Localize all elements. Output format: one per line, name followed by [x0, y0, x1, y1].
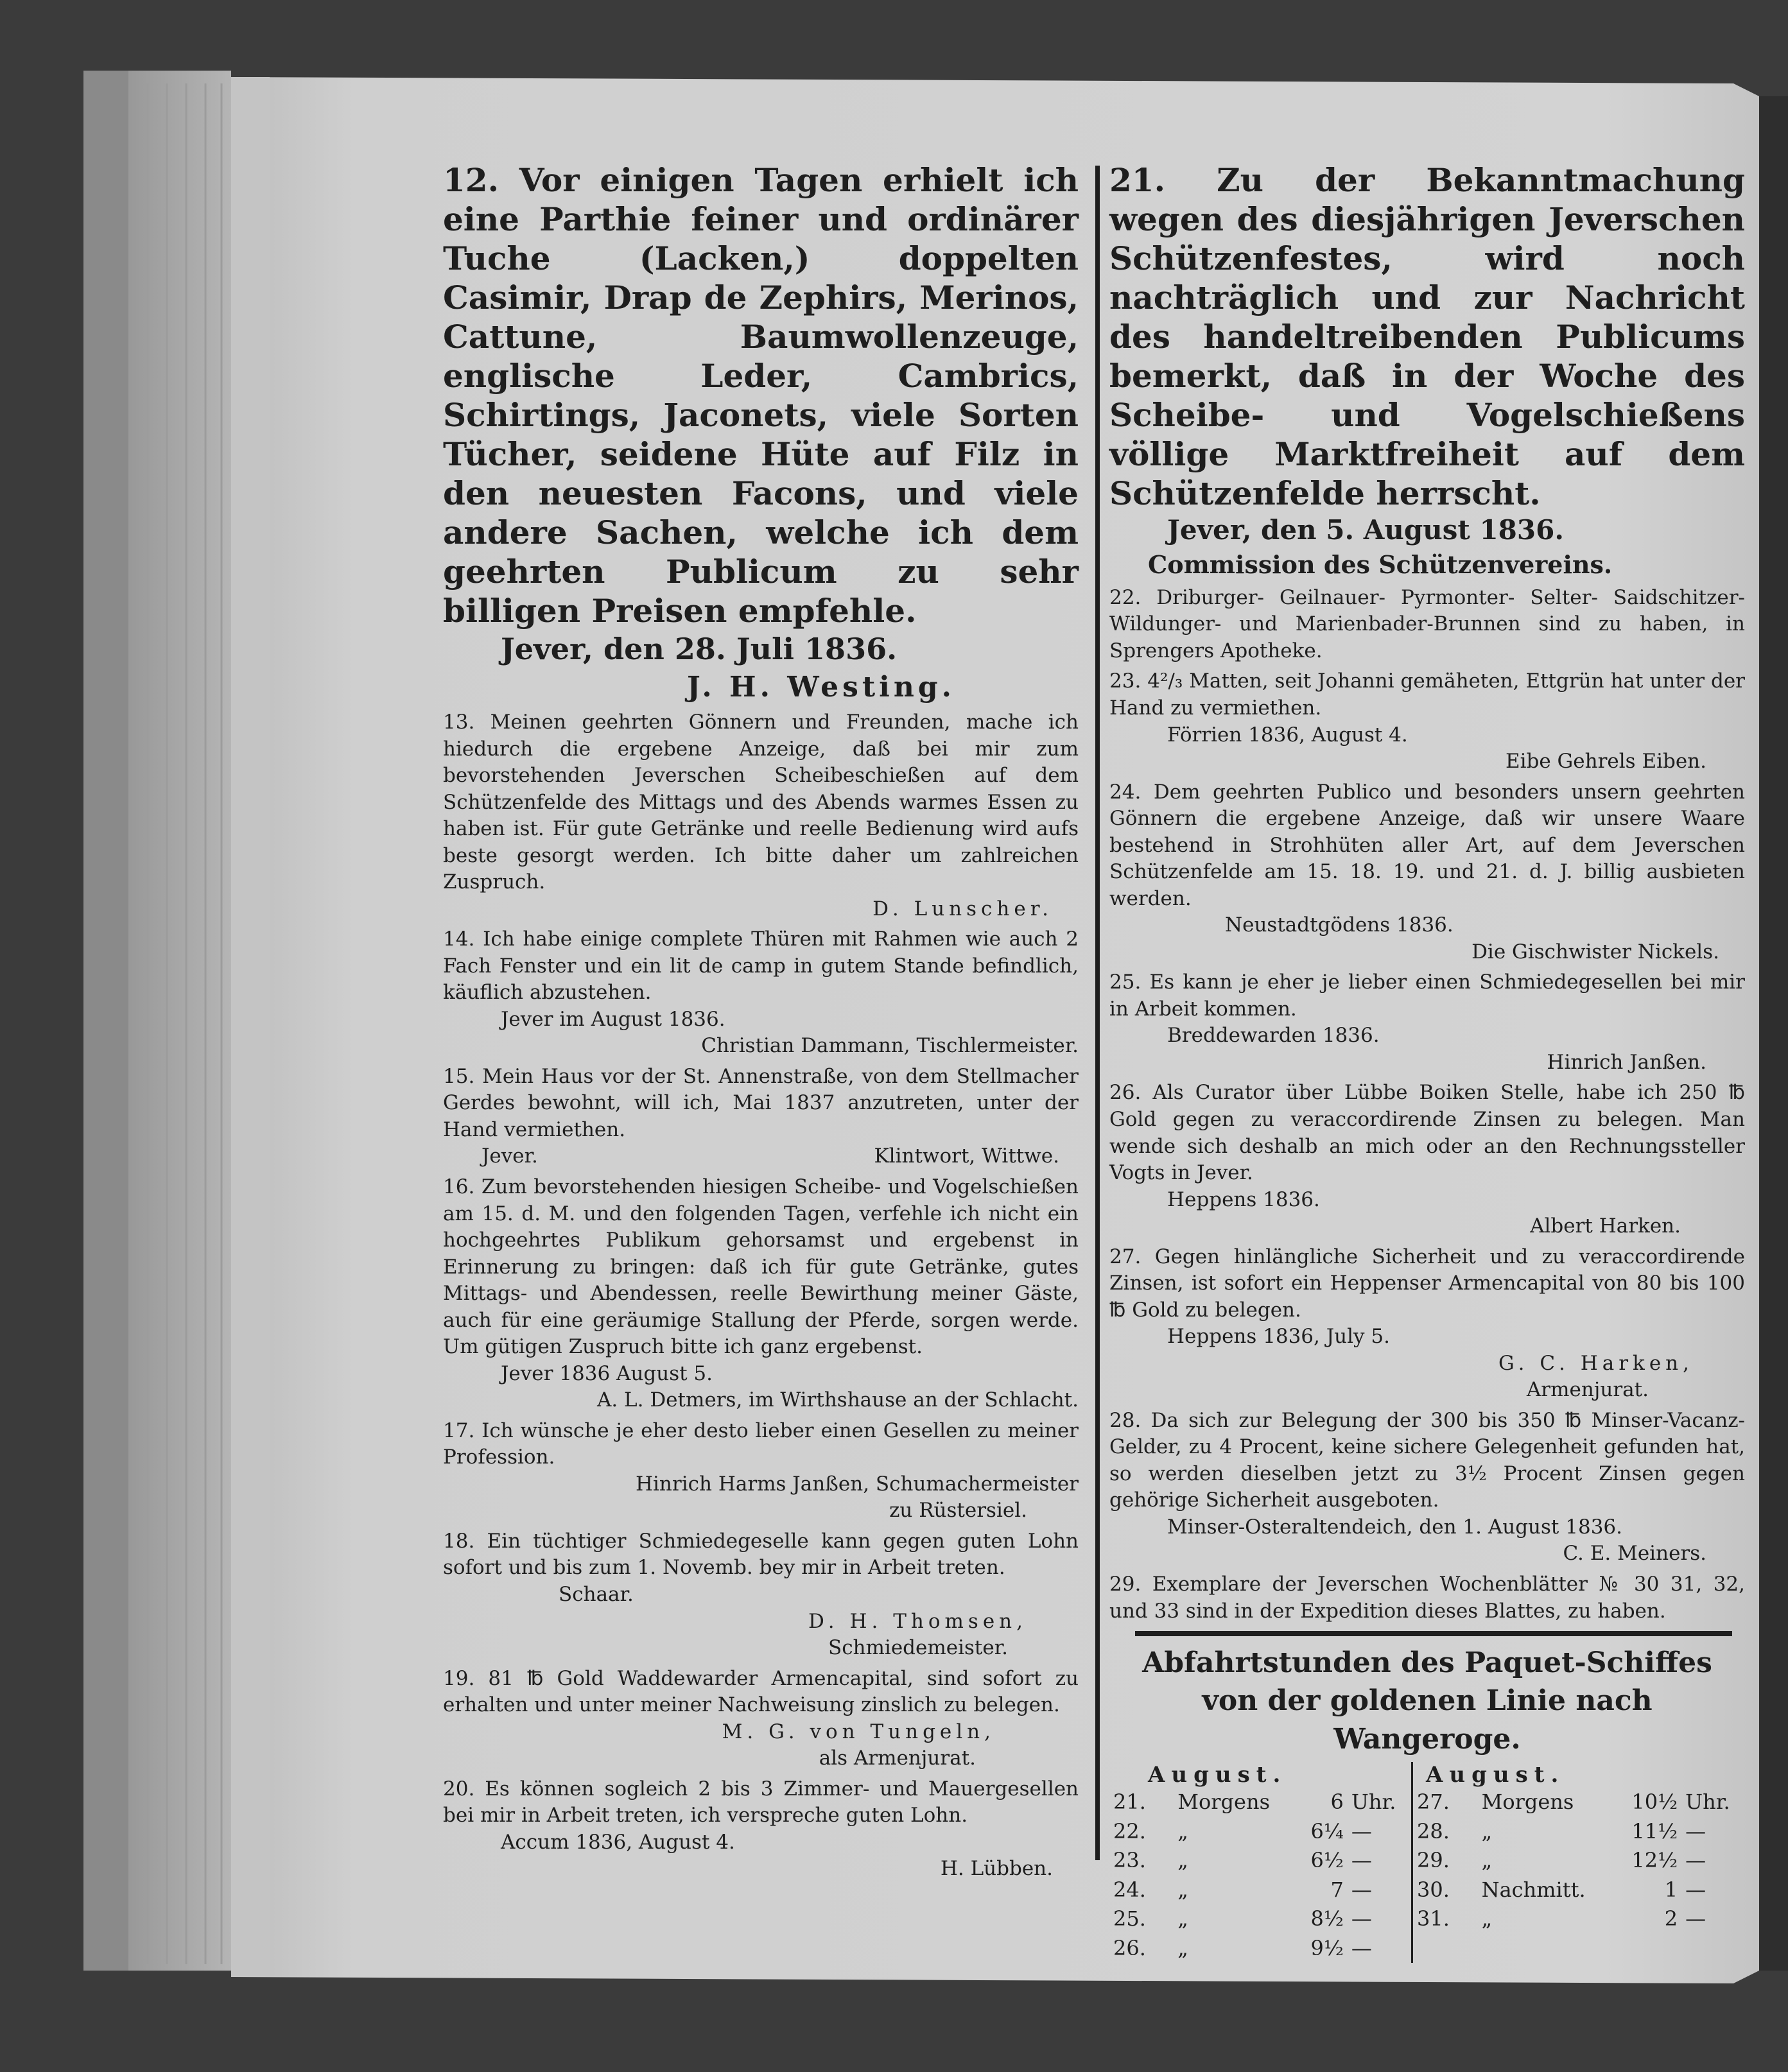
schedule-row [1109, 1817, 1745, 1847]
notice-22-body: 22. Driburger- Geilnauer- Pyrmonter- Selter- Saidschitzer- Wildunger- und Marienbader-Brunnen sind zu haben, in Sprengers Apotheke. [1109, 585, 1745, 662]
schedule-cell-h1: 6 [1330, 1790, 1344, 1815]
schedule-cell-t1: „ [1177, 1935, 1188, 1960]
schedule-cell-t1: „ [1177, 1877, 1188, 1902]
schedule-table [1109, 1762, 1745, 1963]
notice-12-body: 12. Vor einigen Tagen erhielt ich eine Parthie feiner und ordinärer Tuche (Lacken,) doppelten Casimir, Drap de Zephirs, Merinos, Cattune, Baumwollenzeuge, englische Leder, Cambrics, Schirtings, Jaconets, viele Sorten Tücher, seidene Hüte auf Filz in den neuesten Facons, und viele andere Sachen, welche ich dem geehrten Publicum zu sehr billigen Preisen empfehle. [443, 161, 1079, 630]
schedule-title-1: Abfahrtstunden des Paquet-Schiffes [1142, 1646, 1712, 1680]
notice-15-place: Jever. [482, 1144, 538, 1168]
schedule-cell-t2: „ [1481, 1906, 1493, 1931]
notice-14 [443, 926, 1079, 1060]
notice-21 [1109, 160, 1745, 581]
schedule-cell-d1: 22. [1113, 1818, 1146, 1843]
notice-21-signature: Commission des Schützenvereins. [1148, 549, 1613, 579]
notice-20-signature: H. Lübben. [940, 1857, 1053, 1881]
notice-19 [443, 1666, 1079, 1772]
notice-19-signature-title: als Armenjurat. [819, 1747, 976, 1770]
notice-14-body: 14. Ich habe einige complete Thüren mit Rahmen wie auch 2 Fach Fenster und ein lit de camp in gutem Stande befindlich, käuflich abzustehen. [443, 928, 1079, 1005]
notice-12 [443, 160, 1079, 705]
notice-12-date: Jever, den 28. Juli 1836. [501, 632, 898, 666]
notice-25-body: 25. Es kann je eher je lieber einen Schmiedegesellen bei mir in Arbeit kommen. [1109, 971, 1745, 1021]
schedule-cell-u1: — [1351, 1877, 1372, 1902]
notice-14-place: Jever im August 1836. [501, 1007, 725, 1031]
notice-16-body: 16. Zum bevorstehenden hiesigen Scheibe- und Vogelschießen am 15. d. M. und den folgenden Tagen, verfehle ich nicht ein hochgeehrtes Publikum gehorsamst und ergebenst in Erinnerung zu bringen: daß ich für gute Getränke, gutes Mittags- und Abendessen, reelle Bewirthung meiner Gäste, auch für eine geräumige Stallung der Pferde, sorgen werde. Um gütigen Zuspruch bitte ich ganz ergebenst. [443, 1175, 1079, 1359]
notice-25 [1109, 969, 1745, 1076]
notice-27 [1109, 1244, 1745, 1404]
schedule-cell-u2: — [1685, 1848, 1706, 1873]
notice-20 [443, 1776, 1079, 1883]
schedule-cell-u2 [1681, 1934, 1745, 1964]
schedule-cell-h2: 1 [1664, 1877, 1678, 1902]
schedule-cell-h2 [1617, 1934, 1681, 1964]
schedule-cell-u1: — [1351, 1935, 1372, 1960]
schedule-cell-h1: 6½ [1310, 1848, 1344, 1873]
notice-14-signature: Christian Dammann, Tischlermeister. [701, 1034, 1079, 1058]
notice-18-signature-title: Schmiedemeister. [828, 1636, 1008, 1660]
schedule-cell-u2: Uhr. [1685, 1790, 1730, 1815]
notice-22 [1109, 585, 1745, 665]
schedule-cell-h1: 7 [1330, 1877, 1344, 1902]
schedule-cell-u1: — [1351, 1906, 1372, 1931]
schedule-cell-t2: Nachmitt. [1481, 1877, 1586, 1902]
schedule-cell-t2: „ [1481, 1848, 1493, 1873]
schedule-cell-d1: 25. [1113, 1906, 1146, 1931]
schedule-row [1109, 1904, 1745, 1934]
schedule-cell-u1: — [1351, 1848, 1372, 1873]
notice-17-signature: Hinrich Harms Janßen, Schumachermeister [635, 1472, 1079, 1496]
notice-29 [1109, 1571, 1745, 1625]
schedule-rows [1109, 1788, 1745, 1963]
notice-27-signature: G. C. Harken, [1498, 1351, 1694, 1375]
notice-27-place: Heppens 1836, July 5. [1167, 1325, 1390, 1349]
schedule-cell-d2: 31. [1412, 1904, 1463, 1934]
notice-28-body: 28. Da sich zur Belegung der 300 bis 350 ℔ Minser-Vacanz-Gelder, zu 4 Procent, keine sichere Gelegenheit gefunden hat, so werden dieselben jetzt zu 3½ Procent Zinsen gegen gehörige Sicherheit ausgeboten. [1109, 1408, 1745, 1512]
notice-24-body: 24. Dem geehrten Publico und besonders unsern geehrten Gönnern die ergebene Anzeige, daß wir unsere Waare bestehend in Strohhüten aller Art, auf dem Jeverschen Schützenfelde am 15. 18. 19. und 21. d. J. billig ausbieten werden. [1109, 780, 1745, 910]
notice-28-place: Minser-Osteraltendeich, den 1. August 1836. [1167, 1515, 1622, 1539]
schedule-cell-t2: „ [1481, 1818, 1493, 1843]
notice-19-body: 19. 81 ℔ Gold Waddewarder Armencapital, sind sofort zu erhalten und unter meiner Nachweisung zinslich zu belegen. [443, 1666, 1079, 1717]
notice-18-body: 18. Ein tüchtiger Schmiedegeselle kann gegen guten Lohn sofort und bis zum 1. Novemb. bey mir in Arbeit treten. [443, 1529, 1079, 1580]
notice-29-body: 29. Exemplare der Jeverschen Wochenblätter № 30 31, 32, und 33 sind in der Expedition dieses Blattes, zu haben. [1109, 1573, 1745, 1623]
schedule-row [1109, 1846, 1745, 1876]
schedule-cell-t1: „ [1177, 1906, 1188, 1931]
notice-21-body: 21. Zu der Bekanntmachung wegen des diesjährigen Jeverschen Schützenfestes, wird noch nachträglich und zur Nachricht des handeltreibenden Publicums bemerkt, daß in der Woche des Scheibe- und Vogelschießens völlige Marktfreiheit auf dem Schützenfelde herrscht. [1109, 161, 1745, 512]
notice-13-signature: D. Lunscher. [872, 897, 1053, 920]
notice-13-body: 13. Meinen geehrten Gönnern und Freunden, mache ich hiedurch die ergebene Anzeige, daß bei mir zum bevorstehenden Jeverschen Scheibeschießen auf dem Schützenfelde des Mittags und des Abends warmes Essen zu haben ist. Für gute Getränke und reelle Bedienung wird aufs beste gesorgt werden. Ich bitte daher um zahlreichen Zuspruch. [443, 710, 1079, 894]
notice-12-signature: J. H. Westing. [687, 670, 955, 704]
notice-24 [1109, 779, 1745, 966]
notice-18-signature: D. H. Thomsen, [808, 1609, 1027, 1633]
schedule-cell-h1: 9½ [1310, 1935, 1344, 1960]
notice-28-signature: C. E. Meiners. [1563, 1542, 1706, 1566]
notice-15-body: 15. Mein Haus vor der St. Annenstraße, von dem Stellmacher Gerdes bewohnt, will ich, Mai 1837 anzutreten, unter der Hand vermiethen. [443, 1064, 1079, 1141]
schedule-cell-d2: 30. [1412, 1876, 1463, 1905]
left-column [443, 160, 1079, 1886]
schedule-row [1109, 1876, 1745, 1905]
schedule-rule [1135, 1631, 1732, 1636]
schedule-cell-t1: „ [1177, 1818, 1188, 1843]
notice-23 [1109, 668, 1745, 775]
notice-26-body: 26. Als Curator über Lübbe Boiken Stelle, habe ich 250 ℔ Gold gegen zu veraccordirende Zinsen zu belegen. Man wende sich deshalb an mich oder an den Rechnungssteller Vogts in Jever. [1109, 1081, 1745, 1185]
notice-25-place: Breddewarden 1836. [1167, 1024, 1380, 1048]
notice-23-place: Förrien 1836, August 4. [1167, 723, 1408, 747]
notice-23-body: 23. 4²/₃ Matten, seit Johanni gemäheten, Ettgrün hat unter der Hand zu vermiethen. [1109, 669, 1745, 720]
schedule-cell-t2: Morgens [1481, 1790, 1574, 1815]
schedule-cell-h2: 11½ [1631, 1818, 1678, 1843]
notice-13 [443, 709, 1079, 922]
notice-19-signature: M. G. von Tungeln, [722, 1720, 995, 1743]
notice-16-signature: A. L. Detmers, im Wirthshause an der Schlacht. [596, 1388, 1079, 1412]
schedule-cell-d1: 24. [1113, 1877, 1146, 1902]
notice-18 [443, 1528, 1079, 1662]
notice-20-place: Accum 1836, August 4. [501, 1830, 735, 1854]
notice-17-signature-place: zu Rüstersiel. [889, 1499, 1027, 1523]
schedule-cell-u2: — [1685, 1877, 1706, 1902]
schedule-cell-d1: 26. [1113, 1935, 1146, 1960]
notice-24-place: Neustadtgödens 1836. [1225, 913, 1454, 937]
schedule-cell-t1: „ [1177, 1848, 1188, 1873]
notice-23-signature: Eibe Gehrels Eiben. [1505, 750, 1706, 773]
schedule-cell-h1: 8½ [1310, 1906, 1344, 1931]
notice-20-body: 20. Es können sogleich 2 bis 3 Zimmer- und Mauergesellen bei mir in Arbeit treten, ich verspreche guten Lohn. [443, 1777, 1079, 1827]
schedule-month-left: August. [1148, 1762, 1287, 1788]
schedule-cell-h2: 10½ [1631, 1790, 1678, 1815]
column-rule [1095, 166, 1100, 1860]
notice-26-signature: Albert Harken. [1530, 1214, 1681, 1238]
schedule-cell-d2: 29. [1412, 1846, 1463, 1876]
notice-24-signature: Die Gischwister Nickels. [1471, 940, 1719, 963]
schedule-month-right: August. [1412, 1762, 1745, 1788]
schedule-cell-d1: 21. [1113, 1790, 1146, 1815]
schedule-title-2: von der goldenen Linie nach Wangeroge. [1202, 1684, 1653, 1756]
notice-18-place: Schaar. [559, 1582, 634, 1606]
notice-17-body: 17. Ich wünsche je eher desto lieber einen Gesellen zu meiner Profession. [443, 1419, 1079, 1469]
notice-15 [443, 1064, 1079, 1170]
schedule-cell-h1: 6¼ [1310, 1818, 1344, 1843]
schedule-cell-h2: 12½ [1631, 1848, 1678, 1873]
schedule-cell-t1: Morgens [1177, 1790, 1270, 1815]
ferry-schedule [1109, 1644, 1745, 1963]
notice-26-place: Heppens 1836. [1167, 1187, 1320, 1211]
schedule-cell-u2: — [1685, 1818, 1706, 1843]
schedule-cell-d1: 23. [1113, 1848, 1146, 1873]
right-column [1109, 160, 1745, 1963]
notice-27-body: 27. Gegen hinlängliche Sicherheit und zu veraccordirende Zinsen, ist sofort ein Heppenser Armencapital von 80 bis 100 ℔ Gold zu belegen. [1109, 1245, 1745, 1322]
schedule-cell-u1: — [1351, 1818, 1372, 1843]
schedule-cell-u2: — [1685, 1906, 1706, 1931]
notice-16 [443, 1174, 1079, 1414]
notice-27-signature-title: Armenjurat. [1526, 1378, 1649, 1402]
notice-26 [1109, 1080, 1745, 1239]
schedule-cell-d2: 28. [1412, 1817, 1463, 1847]
notice-16-place: Jever 1836 August 5. [501, 1361, 713, 1385]
schedule-row [1109, 1934, 1745, 1964]
schedule-cell-h2: 2 [1664, 1906, 1678, 1931]
notice-28 [1109, 1408, 1745, 1567]
notice-25-signature: Hinrich Janßen. [1547, 1050, 1706, 1074]
notice-21-date: Jever, den 5. August 1836. [1167, 514, 1564, 546]
schedule-cell-d2 [1412, 1934, 1463, 1964]
notice-17 [443, 1418, 1079, 1524]
schedule-row [1109, 1788, 1745, 1817]
schedule-cell-t2 [1463, 1934, 1617, 1964]
notice-15-signature: Klintwort, Wittwe. [874, 1144, 1059, 1168]
schedule-cell-u1: Uhr. [1351, 1790, 1396, 1815]
schedule-cell-d2: 27. [1412, 1788, 1463, 1817]
